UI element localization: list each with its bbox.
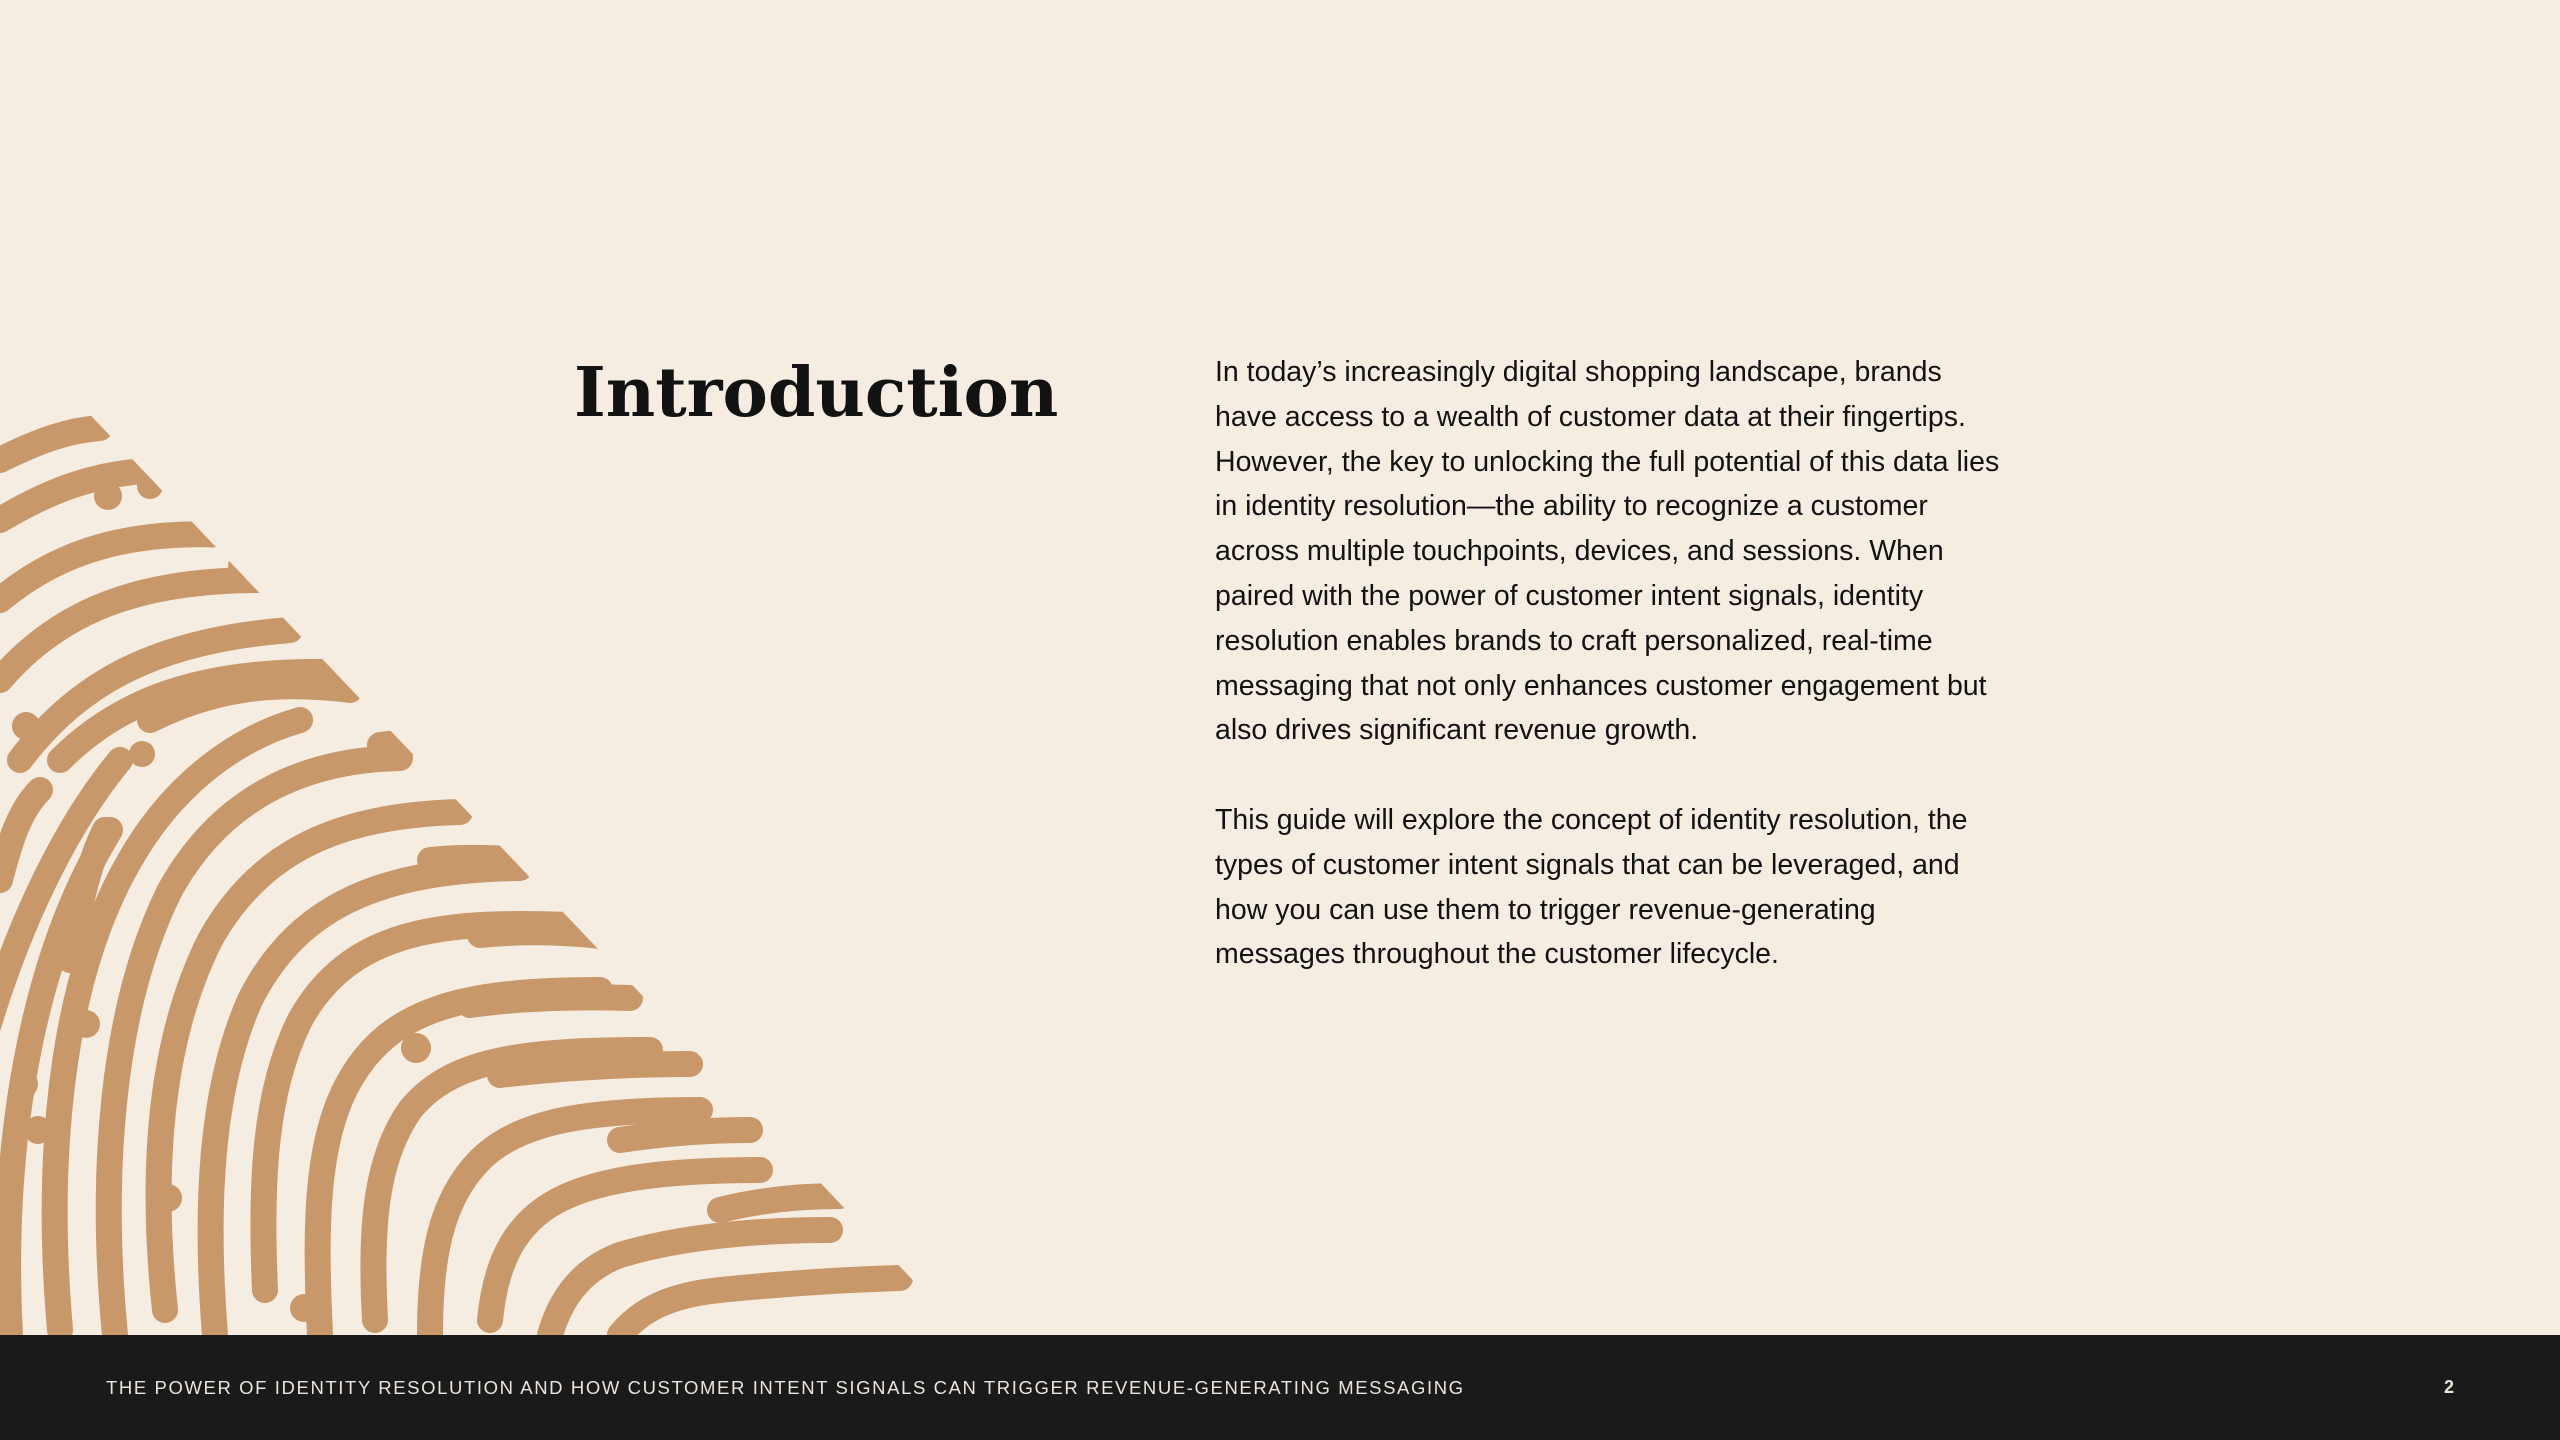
intro-paragraph-2: This guide will explore the concept of identity resolution, the types of customer intent signals that can be leveraged, and how you can use them to trigger revenue-generating messages throughout the customer lifecycle. [1215,803,1968,971]
page-title: Introduction [574,353,1059,433]
intro-body [1215,350,2005,1022]
intro-paragraph-1: In today’s increasingly digital shopping landscape, brands have access to a wealth of customer data at their fingertips. However, the key to unlocking the full potential of this data lies in identity resolution—the ability to recognize a customer across multiple touchpoints, devices, and sessions. When paired with the power of customer intent signals, identity resolution enables brands to craft personalized, real-time messaging that not only enhances customer engagement but also drives significant revenue growth. [1215,356,2000,747]
footer-title: THE POWER OF IDENTITY RESOLUTION AND HOW CUSTOMER INTENT SIGNALS CAN TRIGGER REVENUE-GENERATING MESSAGING [106,1377,1465,1398]
page-number: 2 [2443,1377,2454,1397]
footer-bar [0,1335,2560,1440]
